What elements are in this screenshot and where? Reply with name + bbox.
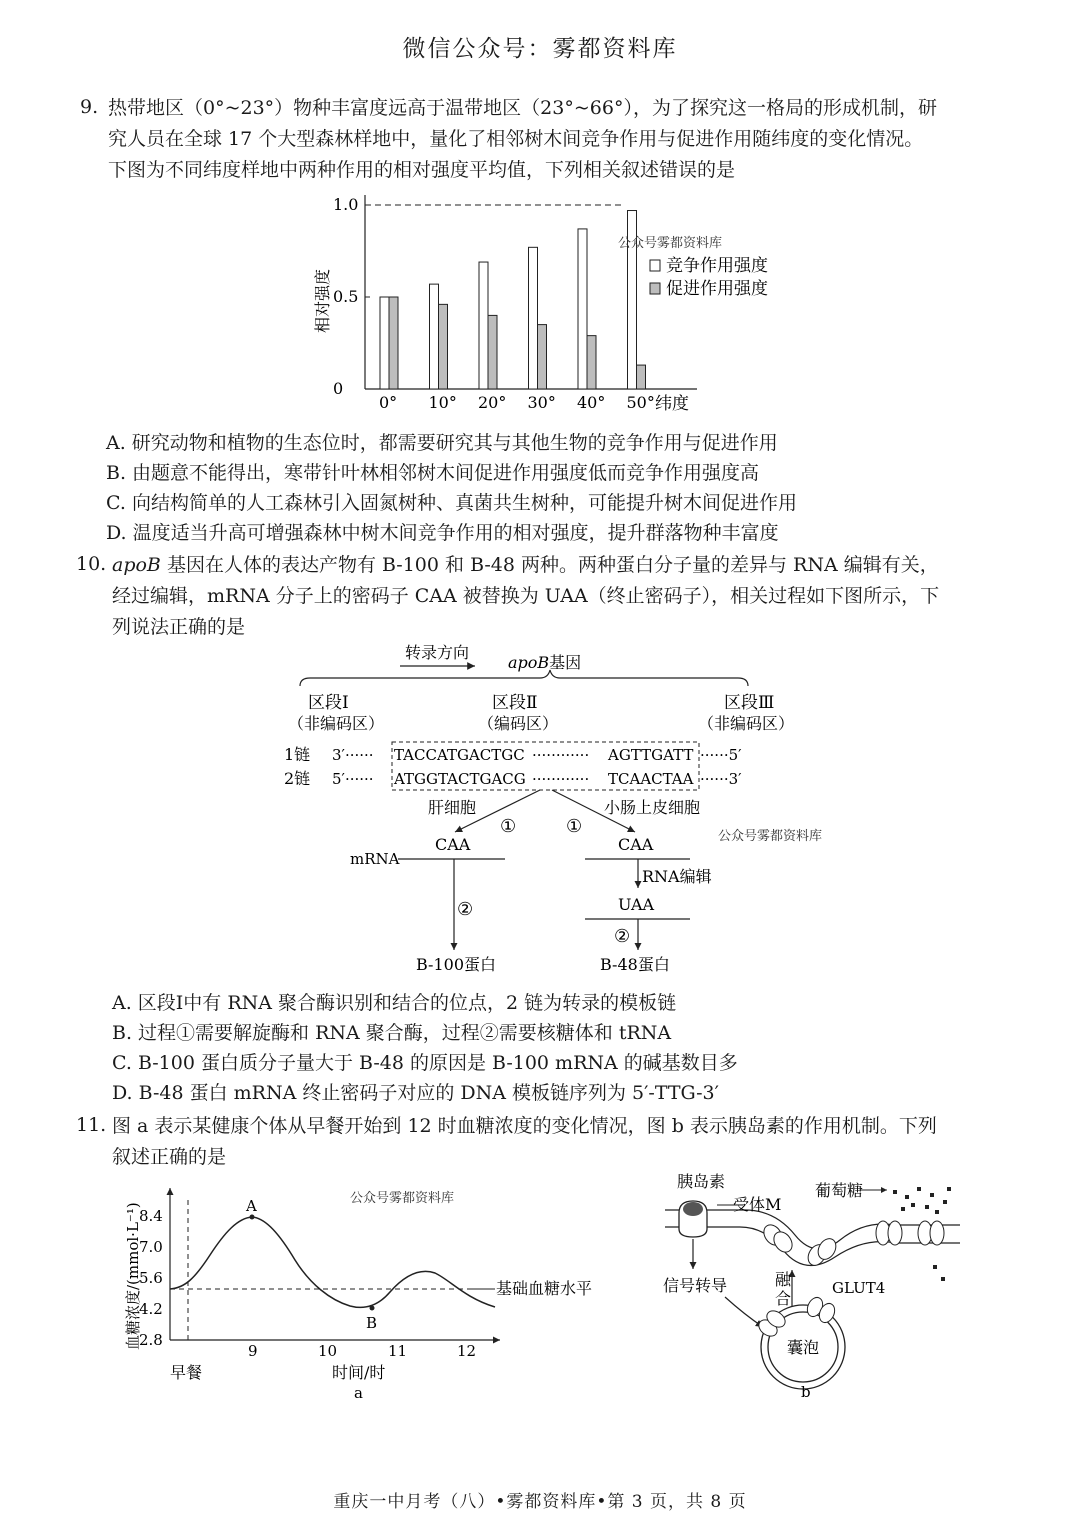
- receptor-label: 受体M: [733, 1195, 782, 1214]
- b100-label: B-100蛋白: [416, 955, 497, 974]
- codon-uaa: UAA: [618, 895, 655, 914]
- q9-stem-line: 究人员在全球 17 个大型森林样地中，量化了相邻树木间竞争作用与促进作用随纬度的变化情况。: [108, 128, 924, 150]
- chain-2-seq-b: TCAACTAA: [608, 770, 694, 788]
- point-b-label: B: [366, 1314, 378, 1332]
- glucose-ytick: 5.6: [139, 1269, 163, 1287]
- glucose-xtick: 12: [457, 1342, 477, 1360]
- q10-stem-line-rest: 基因在人体的表达产物有 B-100 和 B-48 两种。两种蛋白分子量的差异与 RNA 编辑有关，: [160, 554, 939, 576]
- chain-2-seq-a: ATGGTACTGACG: [394, 770, 526, 788]
- chain-2-left: 5′······: [332, 770, 374, 788]
- rna-edit-label: RNA编辑: [642, 867, 712, 886]
- glucose-ytick: 7.0: [139, 1238, 163, 1256]
- bar-competition: [578, 229, 587, 389]
- signal-transduction-label: 信号转导: [663, 1276, 728, 1295]
- bar-competition: [380, 297, 389, 389]
- glucose-curve: [170, 1217, 495, 1307]
- signal-to-vesicle-arrow: [725, 1297, 763, 1327]
- bar-competition: [529, 247, 538, 389]
- step-1-left: ①: [500, 816, 517, 837]
- chain-1-seq-a: TACCATGACTGC: [394, 746, 525, 764]
- q9-stem-line: 下图为不同纬度样地中两种作用的相对强度平均值，下列相关叙述错误的是: [108, 159, 736, 181]
- q9-options: [106, 428, 797, 548]
- segment-3-label: 区段Ⅲ: [724, 693, 775, 713]
- segment-2-label: 区段Ⅱ: [492, 693, 538, 713]
- q11-stem-line: 叙述正确的是: [112, 1146, 227, 1168]
- segment-1-sub: （非编码区）: [288, 714, 385, 733]
- blood-glucose-graph: [110, 1180, 630, 1405]
- chart-ylabel: 相对强度: [313, 268, 332, 333]
- x-tick-label: 20°: [478, 393, 507, 412]
- codon-caa-intestine: CAA: [618, 835, 654, 854]
- chart-watermark: 公众号雾都资料库: [618, 236, 723, 251]
- latitude-bar-chart: [300, 185, 800, 420]
- segment-2-sub: （编码区）: [478, 714, 559, 733]
- apob-gene-label: apoB基因: [508, 653, 582, 672]
- q9-option-c: C. 向结构简单的人工森林引入固氮树种、真菌共生树种，可能提升树木间促进作用: [106, 492, 797, 514]
- x-tick-label: 30°: [527, 393, 556, 412]
- q11-stem: [112, 1111, 1032, 1173]
- bar-promotion: [389, 297, 398, 389]
- codon-caa-liver: CAA: [435, 835, 471, 854]
- fig-a-caption: a: [354, 1384, 363, 1402]
- chain-1-dots: ············: [532, 746, 590, 764]
- bar-promotion: [488, 315, 497, 389]
- q10-option-c: C. B-100 蛋白质分子量大于 B-48 的原因是 B-100 mRNA 的碱基数目多: [112, 1052, 738, 1074]
- q9-option-b: B. 由题意不能得出，寒带针叶林相邻树木间促进作用强度低而竞争作用强度高: [106, 462, 760, 484]
- glucose-ytick: 2.8: [139, 1331, 163, 1349]
- breakfast-label: 早餐: [170, 1363, 203, 1382]
- q10-number: 10.: [76, 553, 107, 575]
- q10-option-a: A. 区段Ⅰ中有 RNA 聚合酶识别和结合的位点，2 链为转录的模板链: [112, 992, 677, 1014]
- glut4-label: GLUT4: [832, 1279, 886, 1297]
- chain-2-label: 2链: [284, 769, 311, 788]
- fusion-label-2: 合: [775, 1289, 792, 1308]
- x-tick-label: 50°: [626, 393, 655, 412]
- q11-stem-line: 图 a 表示某健康个体从早餐开始到 12 时血糖浓度的变化情况，图 b 表示胰岛素的作用机制。下列: [112, 1115, 937, 1137]
- step-2-right: ②: [614, 926, 631, 947]
- q10-options: [112, 988, 738, 1108]
- intestine-cell-label: 小肠上皮细胞: [604, 798, 701, 817]
- legend-promotion: 促进作用强度: [666, 279, 768, 299]
- q10-option-d: D. B-48 蛋白 mRNA 终止密码子对应的 DNA 模板链序列为 5′-TTG-3′: [112, 1082, 719, 1104]
- mrna-label: mRNA: [350, 850, 400, 868]
- apob-gene-diagram: [270, 640, 830, 980]
- x-tick-label: 0°: [379, 393, 398, 412]
- point-a-label: A: [246, 1197, 257, 1215]
- page-header: 微信公众号：雾都资料库: [402, 36, 678, 62]
- glucose-label: 葡萄糖: [815, 1181, 864, 1200]
- fig-b-caption: b: [801, 1383, 811, 1401]
- chain-1-right: ······5′: [700, 746, 742, 764]
- q9-option-a: A. 研究动物和植物的生态位时，都需要研究其与其他生物的竞争作用与促进作用: [106, 432, 778, 454]
- q10-stem-line: 经过编辑，mRNA 分子上的密码子 CAA 被替换为 UAA（终止密码子），相关过程如下图所示，下: [112, 585, 940, 607]
- q11-number: 11.: [76, 1114, 107, 1136]
- transcription-direction-label: 转录方向: [405, 643, 470, 662]
- chart-xlabel: 纬度: [655, 394, 689, 414]
- graph-watermark: 公众号雾都资料库: [350, 1191, 455, 1206]
- gene-name-italic: apoB: [112, 554, 161, 576]
- bar-promotion: [637, 365, 646, 389]
- liver-cell-label: 肝细胞: [428, 798, 477, 817]
- diagram-watermark: 公众号雾都资料库: [718, 829, 823, 844]
- bar-competition: [430, 284, 439, 389]
- q9-stem-line: 热带地区（0°~23°）物种丰富度远高于温带地区（23°~66°），为了探究这一格局的形成机制，研: [108, 97, 937, 119]
- insulin-label: 胰岛素: [677, 1172, 726, 1191]
- q9-stem: [108, 93, 1028, 186]
- legend-competition: 竞争作用强度: [666, 256, 768, 276]
- chain-2-dots: ············: [532, 770, 590, 788]
- step-2-left: ②: [457, 899, 474, 920]
- legend-swatch-promotion: [650, 283, 660, 294]
- vesicle-label: 囊泡: [787, 1338, 820, 1357]
- gene-brace: [300, 670, 748, 686]
- q10-option-b: B. 过程①需要解旋酶和 RNA 聚合酶，过程②需要核糖体和 tRNA: [112, 1022, 672, 1044]
- glucose-xtick: 10: [318, 1342, 338, 1360]
- chain-1-label: 1链: [284, 745, 311, 764]
- insulin-mechanism-diagram: [655, 1165, 975, 1405]
- chain-2-right: ······3′: [700, 770, 742, 788]
- insulin-molecule: [683, 1202, 703, 1216]
- y-tick-label: 0: [333, 379, 344, 398]
- baseline-label: 基础血糖水平: [496, 1279, 593, 1298]
- bar-promotion: [439, 304, 448, 389]
- glucose-xtick: 9: [248, 1342, 258, 1360]
- glucose-ytick: 4.2: [139, 1300, 163, 1318]
- q9-number: 9.: [80, 96, 99, 118]
- fusion-label-1: 融: [775, 1270, 792, 1289]
- bar-competition: [479, 262, 488, 389]
- q9-option-d: D. 温度适当升高可增强森林中树木间竞争作用的相对强度，提升群落物种丰富度: [106, 522, 779, 544]
- glucose-ylabel: 血糖浓度/(mmol·L⁻¹): [124, 1202, 142, 1350]
- y-tick-label: 1.0: [333, 195, 359, 214]
- bar-promotion: [587, 336, 596, 389]
- q10-stem: [112, 550, 1032, 643]
- chain-1-left: 3′······: [332, 746, 374, 764]
- glucose-ytick: 8.4: [139, 1207, 163, 1225]
- point-b-marker: [370, 1306, 375, 1311]
- glut4-channel: [760, 1221, 796, 1255]
- x-tick-label: 40°: [577, 393, 606, 412]
- glucose-xtick: 11: [388, 1342, 408, 1360]
- q10-stem-line: 列说法正确的是: [112, 616, 246, 638]
- segment-1-label: 区段Ⅰ: [308, 693, 349, 713]
- bar-promotion: [538, 325, 547, 389]
- segment-3-sub: （非编码区）: [698, 714, 795, 733]
- legend-swatch-competition: [650, 260, 660, 271]
- y-tick-label: 0.5: [333, 287, 359, 306]
- x-tick-label: 10°: [428, 393, 457, 412]
- point-a-marker: [250, 1215, 255, 1220]
- q10-stem-line: [112, 550, 1032, 581]
- step-1-right: ①: [566, 816, 583, 837]
- b48-label: B-48蛋白: [600, 955, 670, 974]
- time-axis-label: 时间/时: [332, 1363, 386, 1382]
- chain-1-seq-b: AGTTGATT: [608, 746, 694, 764]
- page-footer: 重庆一中月考（八）•雾都资料库•第 3 页，共 8 页: [333, 1492, 747, 1512]
